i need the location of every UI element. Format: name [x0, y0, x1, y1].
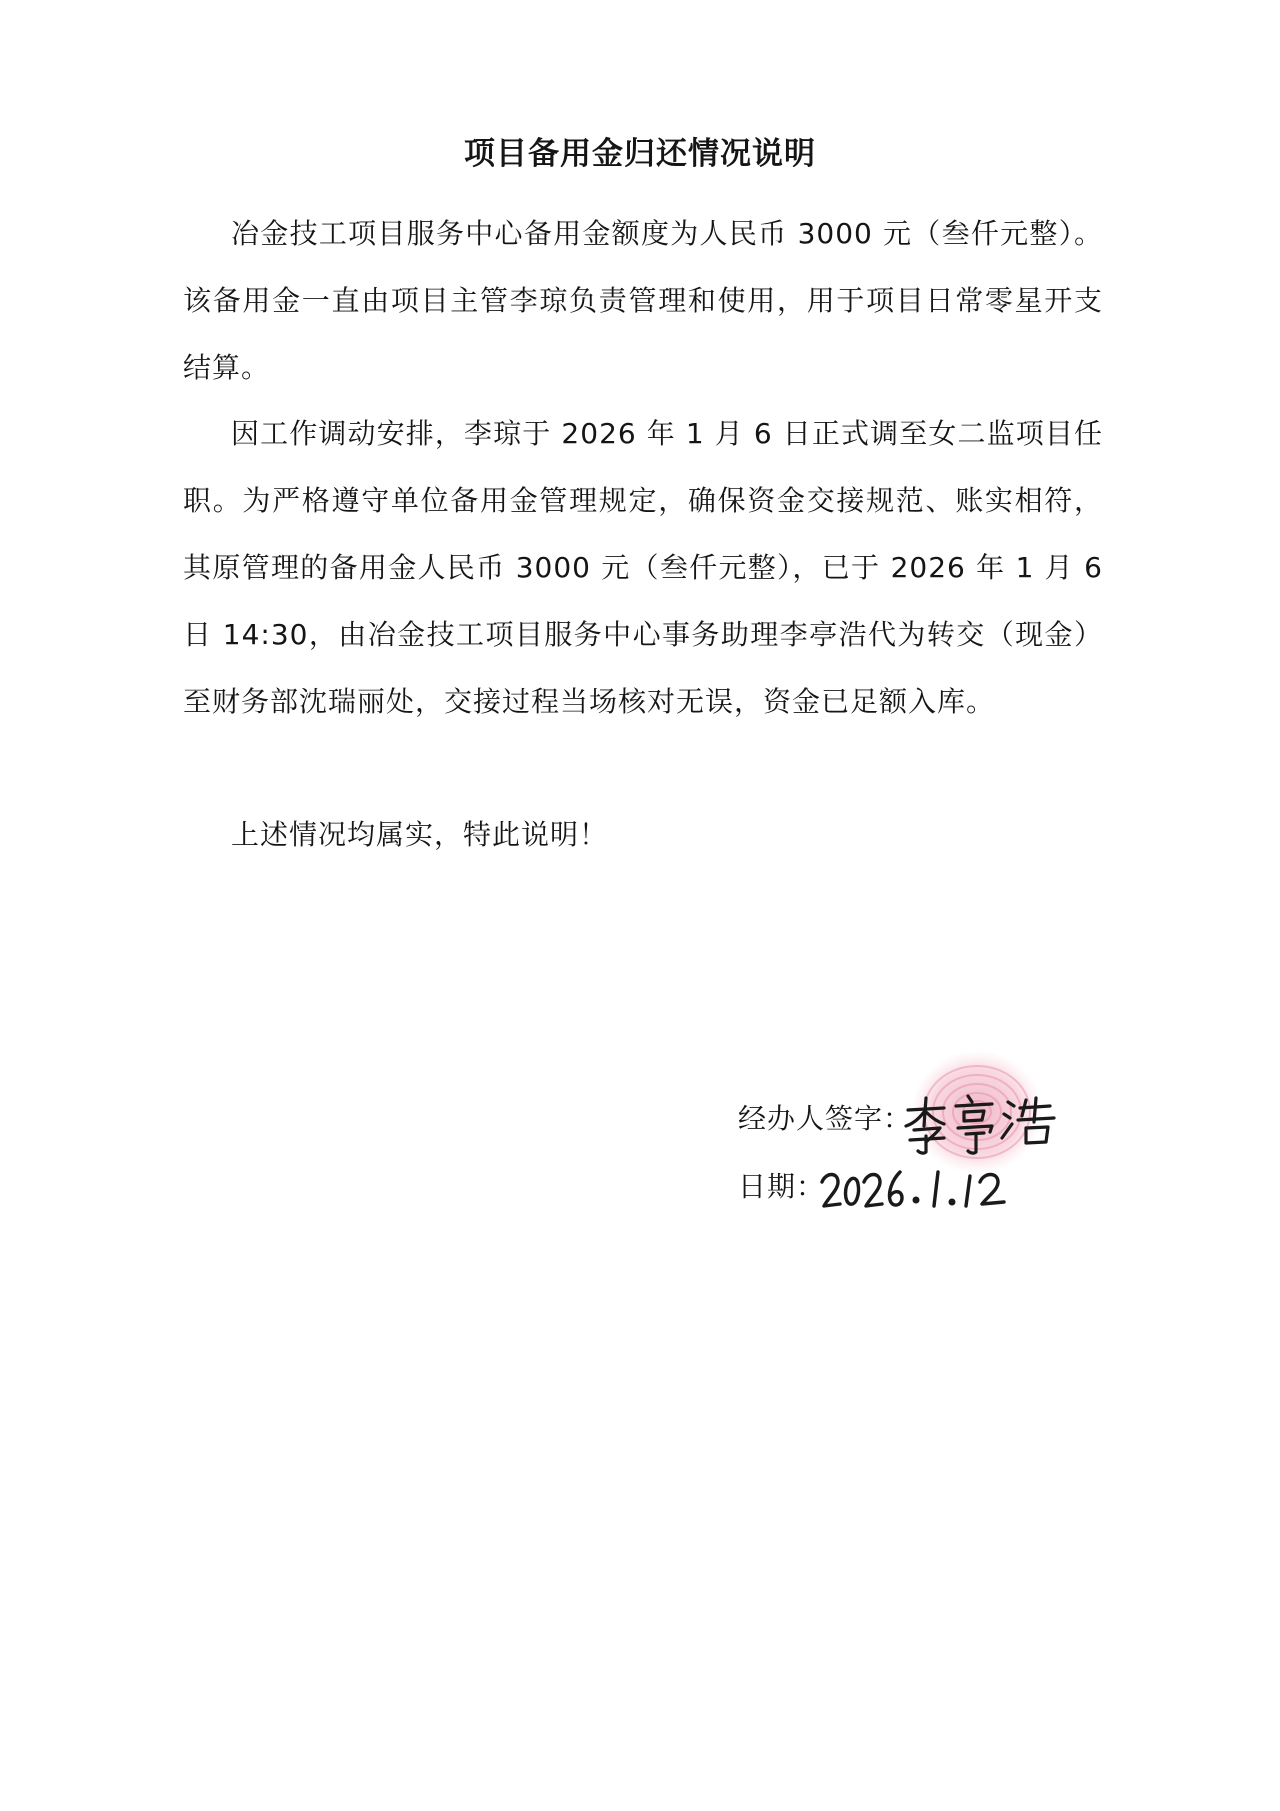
- paragraph-reserve-fund-info: 冶金技工项目服务中心备用金额度为人民币 3000 元（叁仟元整）。该备用金一直由项目主管李琼负责管理和使用，用于项目日常零星开支结算。: [183, 217, 1103, 384]
- document-title: 项目备用金归还情况说明: [464, 136, 816, 172]
- paragraph-handover-details: 因工作调动安排，李琼于 2026 年 1 月 6 日正式调至女二监项目任职。为严格遵守单位备用金管理规定，确保资金交接规范、账实相符，其原管理的备用金人民币 3000 元（叁仟元整），已于 2026 年 1 月 6 日 14:30，由冶金技工项目服务中心事务助理李亭浩代为转交（现金）至财务部沈瑞丽处，交接过程当场核对无误，资金已足额入库。: [183, 417, 1103, 718]
- handwritten-date: [820, 1158, 1030, 1218]
- handwritten-signature: [900, 1080, 1060, 1160]
- paragraph-declaration: 上述情况均属实，特此说明！: [231, 818, 609, 851]
- signature-label: 经办人签字：: [738, 1102, 913, 1135]
- date-label: 日期：: [738, 1170, 826, 1203]
